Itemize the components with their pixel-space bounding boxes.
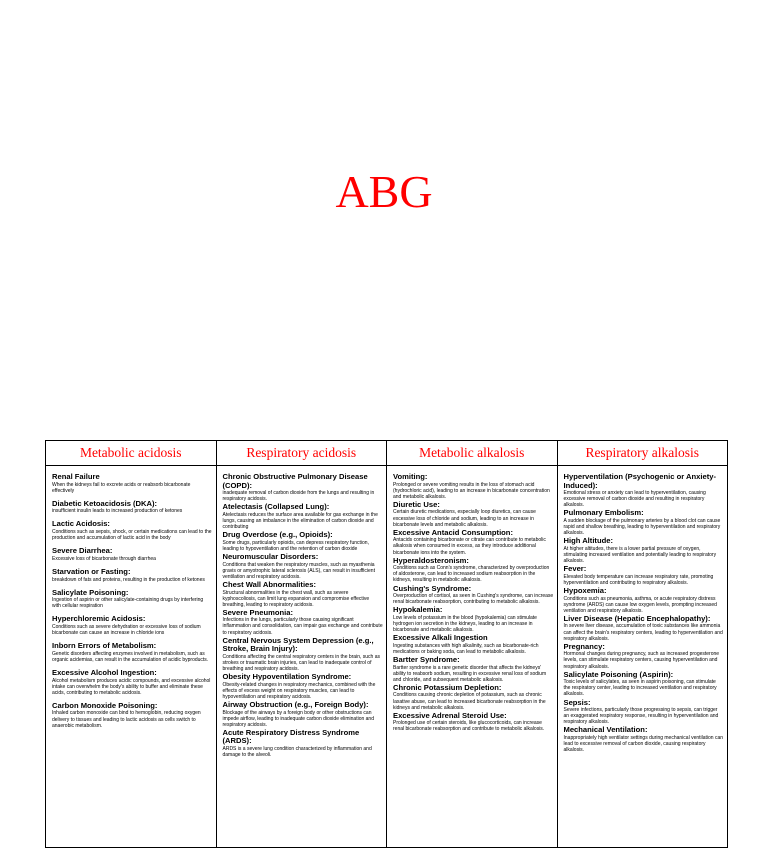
- cause-description: Conditions causing chronic depletion of potassium, such as chronic laxative abuse, can lead to increased bicarbonate reabsorption in the kidneys and metabolic alkalosis.: [393, 692, 546, 711]
- cause-heading: Inborn Errors of Metabolism:: [52, 641, 157, 651]
- cause-heading: Chronic Obstructive Pulmonary Disease (COPD):: [222, 472, 368, 490]
- cause-description: Alcohol metabolism produces acidic compounds, and excessive alcohol intake can overwhelm the body's ability to buffer and eliminate these acids, contributing to metabolic acidosis.: [52, 677, 211, 696]
- cause-heading: Diabetic Ketoacidosis (DKA):: [52, 498, 158, 508]
- cause-description: When the kidneys fail to excrete acids or reabsorb bicarbonate effectively: [52, 481, 191, 494]
- cause-entry: [564, 473, 725, 508]
- cause-description: ARDS is a severe lung condition characterized by inflammation and damage to the alveoli.: [222, 746, 372, 759]
- cause-heading: Hyperchloremic Acidosis:: [52, 614, 146, 624]
- cause-description: Ingesting substances with high alkalinity, such as bicarbonate-rich medications or baking soda, can lead to metabolic alkalosis.: [393, 642, 539, 655]
- cause-description: A sudden blockage of the pulmonary arteries by a blood clot can cause rapid and shallow breathing, leading to hyperventilation and respiratory alkalosis.: [563, 518, 721, 537]
- cause-entry: [223, 729, 384, 758]
- column-respiratory-alkalosis: [557, 466, 728, 848]
- cause-description: inadequate removal of carbon dioxide from the lungs and resulting in respiratory acidosis.: [222, 490, 375, 503]
- cause-heading: Excessive Alcohol Ingestion:: [52, 667, 157, 677]
- cause-heading: High Altitude:: [563, 536, 613, 546]
- cause-heading: Hyperventilation (Psychogenic or Anxiety-Induced):: [563, 472, 716, 490]
- cause-description: Ingestion of aspirin or other salicylate-containing drugs by interfering with cellular respiration: [52, 597, 204, 610]
- cause-entry: [223, 473, 384, 502]
- cause-description: At higher altitudes, there is a lower partial pressure of oxygen, stimulating increased ventilation and potentially leading to respiratory alkalosis.: [563, 545, 717, 565]
- cause-description: Bartter syndrome is a rare genetic disorder that affects the kidneys' ability to reabsorb sodium, resulting in excessive renal loss of sodium and chloride, and subsequent metabolic alkalosis.: [393, 664, 547, 683]
- cause-description: Atelectasis reduces the surface area available for gas exchange in the lungs, causing an imbalance in the elimination of carbon dioxide and contributing: [222, 511, 378, 531]
- cause-entry: [564, 537, 725, 564]
- cause-description: Inappropriately high ventilator settings during mechanical ventilation can lead to excessive removal of carbon dioxide, causing respiratory alkalosis.: [563, 734, 724, 754]
- cause-entry: [564, 726, 725, 753]
- cause-description: Infections in the lungs, particularly those causing significant inflammation and consolidation, can impair gas exchange and contribute to respiratory acidosis.: [222, 617, 383, 636]
- cause-heading: Mechanical Ventilation:: [563, 725, 648, 735]
- cause-entry: [52, 500, 213, 515]
- cause-description: Prolonged or severe vomiting results in the loss of stomach acid (hydrochloric acid), leading to an increase in bicarbonate concentration and metabolic alkalosis.: [393, 481, 550, 500]
- cause-description: Severe infections, particularly those progressing to sepsis, can trigger an exaggerated respiratory response, resulting in hyperventilation and respiratory alkalosis.: [563, 707, 719, 726]
- cause-heading: Sepsis:: [563, 697, 591, 707]
- cause-entry: [52, 568, 213, 583]
- cause-description: insufficient insulin leads to increased production of ketones: [52, 508, 183, 515]
- cause-heading: Chronic Potassium Depletion:: [393, 682, 502, 692]
- cause-description: Low levels of potassium in the blood (hypokalemia) can stimulate hydrogen ion secretion in the kidneys, leading to an increase in bicarbonate and metabolic alkalosis.: [393, 614, 537, 634]
- cause-description: Inhaled carbon monoxide can bind to hemoglobin, reducing oxygen delivery to tissues and leading to lactic acidosis as cells switch to anaerobic metabolism.: [52, 710, 201, 729]
- cause-heading: Fever:: [563, 564, 587, 574]
- cause-description: Overproduction of cortisol, as seen in Cushing's syndrome, can increase renal bicarbonate reabsorption, contributing to metabolic alkalosis.: [393, 593, 554, 606]
- cause-entry: [564, 509, 725, 536]
- column-respiratory-acidosis: [216, 466, 387, 848]
- cause-entry: [52, 642, 213, 663]
- cause-entry: [393, 585, 554, 606]
- cause-heading: Neuromuscular Disorders:: [222, 552, 319, 562]
- cause-entry: [52, 615, 213, 636]
- header-row: [46, 441, 728, 466]
- cause-entry: [564, 615, 725, 642]
- cause-entry: [393, 656, 554, 683]
- cause-heading: Pregnancy:: [563, 641, 605, 651]
- cause-heading: Excessive Alkali Ingestion: [393, 633, 488, 643]
- cause-entry: [393, 712, 554, 733]
- cause-entry: [52, 669, 213, 696]
- cause-description: Emotional stress or anxiety can lead to hyperventilation, causing excessive removal of carbon dioxide and resulting in respiratory alkalosis.: [563, 490, 706, 509]
- cause-description: In severe liver disease, accumulation of toxic substances like ammonia can affect the brain's respiratory centers, leading to hyperventilation and respiratory alkalosis.: [563, 623, 723, 642]
- cause-entry: [564, 671, 725, 698]
- cause-entry: [223, 609, 384, 636]
- cause-heading: Atelectasis (Collapsed Lung):: [222, 502, 330, 512]
- cause-entry: [223, 503, 384, 530]
- cause-heading: Drug Overdose (e.g., Opioids):: [222, 530, 333, 540]
- cause-description: Structural abnormalities in the chest wall, such as severe kyphoscoliosis, can limit lung expansion and compromise effective breathing, leading to respiratory acidosis.: [222, 589, 370, 608]
- column-metabolic-acidosis: [46, 466, 217, 848]
- cause-description: Hormonal changes during pregnancy, such as increased progesterone levels, can stimulate respiratory centers, causing hyperventilation and respiratory alkalosis.: [563, 651, 720, 670]
- cause-heading: Central Nervous System Depression (e.g., Stroke, Brain Injury):: [222, 635, 374, 654]
- cause-entry: [393, 529, 554, 556]
- cause-description: Conditions that weaken the respiratory muscles, such as myasthenia gravis or amyotrophic lateral sclerosis (ALS), can result in insufficient ventilation and respiratory acidosis.: [222, 561, 375, 580]
- cause-description: Blockage of the airways by a foreign body or other obstructions can impede airflow, leading to inadequate carbon dioxide elimination and respiratory acidosis.: [222, 709, 374, 728]
- cause-entry: [393, 684, 554, 711]
- cause-heading: Vomiting:: [393, 472, 428, 481]
- cause-description: Conditions such as Conn's syndrome, characterized by overproduction of aldosterone, can lead to increased sodium reabsorption in the kidneys, resulting in metabolic alkalosis.: [393, 565, 550, 584]
- cause-heading: Obesity Hypoventilation Syndrome:: [222, 672, 352, 682]
- cause-description: Obesity-related changes in respiratory mechanics, combined with the effects of excess weight on respiratory muscles, can lead to hypoventilation and respiratory acidosis.: [222, 681, 376, 700]
- cause-entry: [393, 473, 554, 500]
- cause-heading: Severe Pneumonia:: [222, 607, 293, 617]
- cause-heading: Renal Failure: [52, 472, 100, 481]
- cause-heading: Salicylate Poisoning:: [52, 587, 129, 597]
- cause-description: Antacids containing bicarbonate or citrate can contribute to metabolic alkalosis when consumed in excess, as they introduce additional bicarbonate ions into the system.: [393, 537, 546, 556]
- cause-heading: Severe Diarrhea:: [52, 546, 113, 556]
- cause-description: Excessive loss of bicarbonate through diarrhea: [52, 555, 156, 562]
- cause-heading: Pulmonary Embolism:: [563, 508, 644, 518]
- cause-heading: Chest Wall Abnormalities:: [222, 579, 317, 589]
- page-title: ABG: [335, 166, 433, 217]
- column-header-respiratory-alkalosis: Respiratory alkalosis: [557, 441, 728, 466]
- cause-description: Certain diuretic medications, especially loop diuretics, can cause excessive loss of chloride and sodium, leading to an increase in bicarbonate levels and metabolic alkalosis.: [393, 509, 536, 528]
- cause-description: Conditions such as sepsis, shock, or certain medications can lead to the production and accumulation of lactic acid in the body: [52, 529, 212, 542]
- cause-description: Conditions affecting the central respiratory centers in the brain, such as strokes or traumatic brain injuries, can lead to inadequate control of breathing and respiratory acidosis.: [222, 653, 380, 673]
- cause-heading: Hyperaldosteronism:: [393, 555, 469, 565]
- column-metabolic-alkalosis: [387, 466, 558, 848]
- cause-description: Genetic disorders affecting enzymes involved in metabolism, such as organic acidemias, can result in the accumulation of acidic byproducts.: [52, 650, 209, 663]
- cause-heading: Acute Respiratory Distress Syndrome (ARDS):: [222, 727, 360, 746]
- abg-table: [45, 440, 728, 848]
- cause-description: Prolonged use of certain steroids, like glucocorticoids, can increase renal bicarbonate reabsorption and contribute to metabolic alkalosis.: [393, 720, 545, 733]
- cause-heading: Cushing's Syndrome:: [393, 583, 472, 593]
- column-header-respiratory-acidosis: Respiratory acidosis: [216, 441, 387, 466]
- column-header-metabolic-alkalosis: Metabolic alkalosis: [387, 441, 558, 466]
- cause-entry: [393, 606, 554, 633]
- cause-entry: [564, 643, 725, 670]
- cause-entry: [52, 547, 213, 562]
- cause-heading: Excessive Adrenal Steroid Use:: [393, 710, 507, 720]
- cause-entry: [223, 581, 384, 608]
- cause-heading: Excessive Antacid Consumption:: [393, 527, 513, 537]
- cause-description: Conditions such as severe dehydration or excessive loss of sodium bicarbonate can cause an increase in chloride ions: [52, 624, 201, 637]
- cause-entry: [52, 520, 213, 541]
- cause-entry: [223, 673, 384, 700]
- cause-heading: Hypokalemia:: [393, 605, 443, 615]
- cause-heading: Carbon Monoxide Poisoning:: [52, 700, 158, 710]
- column-header-metabolic-acidosis: Metabolic acidosis: [46, 441, 217, 466]
- cause-heading: Lactic Acidosis:: [52, 519, 110, 529]
- cause-entry: [393, 634, 554, 655]
- cause-heading: Diuretic Use:: [393, 499, 440, 509]
- cause-entry: [52, 589, 213, 610]
- cause-heading: Hypoxemia:: [563, 586, 607, 595]
- cause-heading: Salicylate Poisoning (Aspirin):: [563, 669, 674, 679]
- content-row: [46, 466, 728, 848]
- cause-entry: [223, 531, 384, 552]
- cause-entry: [223, 701, 384, 728]
- cause-description: breakdown of fats and proteins, resulting in the production of ketones: [52, 576, 205, 583]
- cause-entry: [564, 565, 725, 586]
- cause-entry: [564, 587, 725, 614]
- cause-description: Some drugs, particularly opioids, can depress respiratory function, leading to hypoventilation and the retention of carbon dioxide: [222, 539, 369, 552]
- cause-entry: [393, 557, 554, 584]
- cause-description: Toxic levels of salicylates, as seen in aspirin poisoning, can stimulate the respiratory center, leading to increased ventilation and respiratory alkalosis.: [563, 679, 717, 698]
- cause-entry: [393, 501, 554, 528]
- cause-entry: [564, 699, 725, 726]
- cause-entry: [52, 473, 213, 494]
- cause-entry: [223, 553, 384, 580]
- cause-heading: Starvation or Fasting:: [52, 566, 131, 576]
- cause-heading: Airway Obstruction (e.g., Foreign Body):: [222, 700, 369, 709]
- cause-description: Conditions such as pneumonia, asthma, or acute respiratory distress syndrome (ARDS) can cause low oxygen levels, prompting increased ventilation and respiratory alkalosis.: [563, 595, 717, 614]
- cause-description: Elevated body temperature can increase respiratory rate, promoting hyperventilation and contributing to respiratory alkalosis.: [563, 573, 714, 586]
- cause-entry: [223, 637, 384, 672]
- cause-entry: [52, 702, 213, 729]
- cause-heading: Liver Disease (Hepatic Encephalopathy):: [563, 613, 711, 623]
- cause-heading: Bartter Syndrome:: [393, 654, 460, 664]
